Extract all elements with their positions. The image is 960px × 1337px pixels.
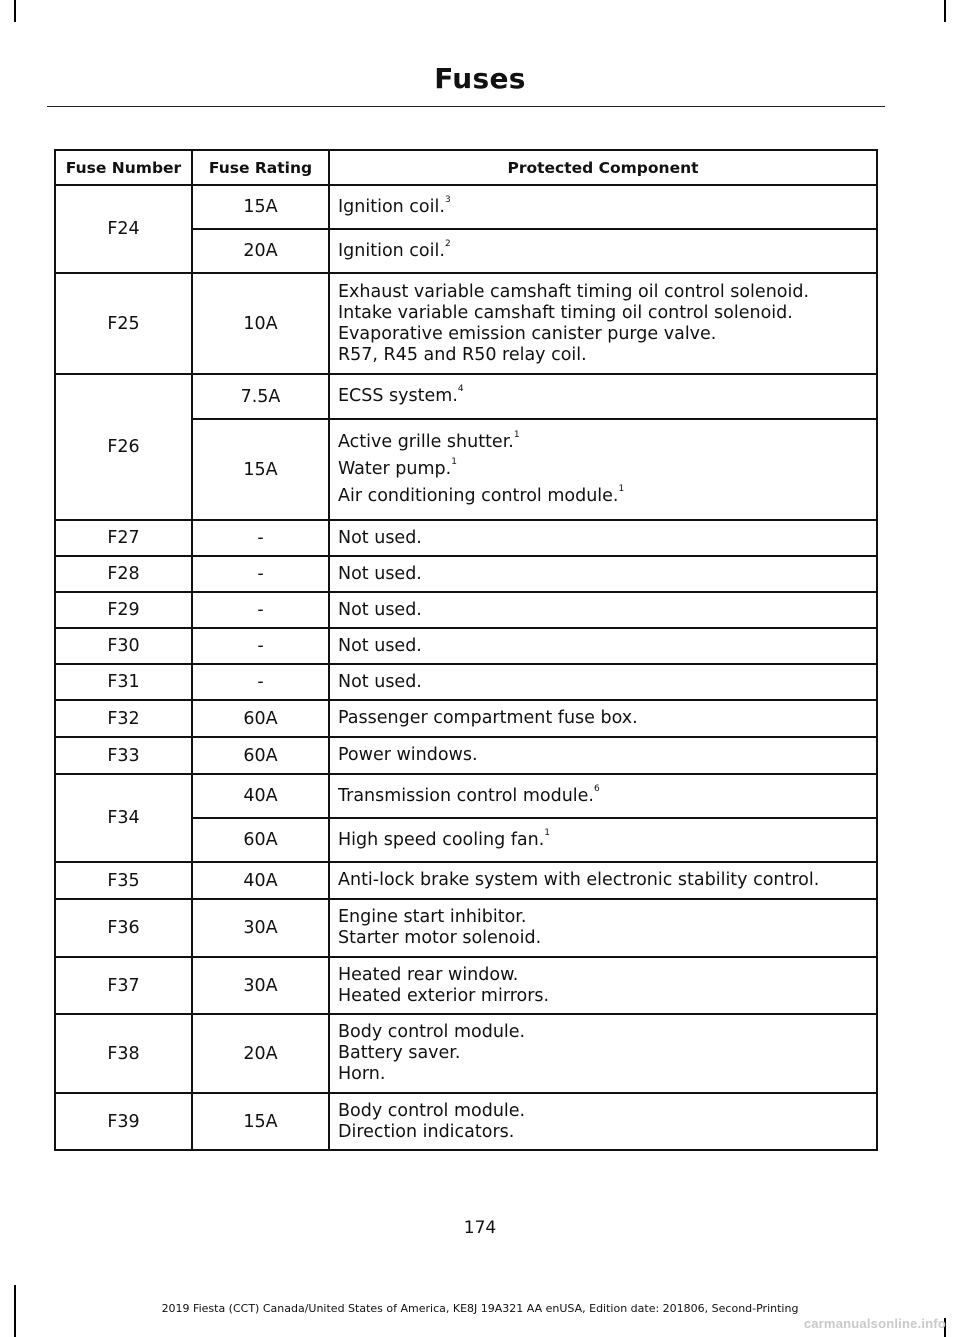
fuse-rating-cell: 60A — [192, 700, 329, 737]
fuse-rating-cell: 40A — [192, 774, 329, 818]
component-text: Ignition coil. — [338, 196, 445, 217]
protected-component-cell — [329, 737, 877, 774]
component-text: Power windows. — [338, 745, 478, 765]
table-row — [55, 700, 877, 737]
fuse-rating-cell: 30A — [192, 899, 329, 957]
fuse-table-header — [55, 150, 877, 185]
component-text: Heated rear window. — [338, 964, 519, 985]
component-line — [338, 303, 868, 324]
component-text: Not used. — [338, 527, 422, 548]
fuse-rating-cell: 30A — [192, 957, 329, 1014]
component-text: Transmission control module. — [338, 785, 594, 806]
component-text: Battery saver. — [338, 1043, 461, 1063]
component-line — [338, 432, 868, 453]
component-text: Anti-lock brake system with electronic stability control. — [338, 870, 820, 890]
component-text: Evaporative emission canister purge valve. — [338, 323, 717, 344]
header-fuse-number: Fuse Number — [55, 150, 192, 185]
component-text: Intake variable camshaft timing oil control solenoid. — [338, 302, 793, 323]
component-line — [338, 600, 868, 621]
component-line — [338, 345, 868, 366]
component-line — [338, 636, 868, 657]
fuse-number-cell: F38 — [55, 1014, 192, 1093]
fuse-number-cell: F31 — [55, 664, 192, 700]
component-line — [338, 486, 868, 507]
table-row — [55, 774, 877, 818]
fuse-number-cell: F35 — [55, 862, 192, 899]
fuse-number-cell: F33 — [55, 737, 192, 774]
component-text: Not used. — [338, 635, 422, 656]
fuse-rating-cell: - — [192, 664, 329, 700]
fuse-rating-cell: - — [192, 520, 329, 556]
table-row — [55, 664, 877, 700]
header-protected-component: Protected Component — [329, 150, 877, 185]
fuse-rating-cell: - — [192, 556, 329, 592]
protected-component-cell — [329, 899, 877, 957]
component-text: Water pump. — [338, 459, 452, 479]
protected-component-cell — [329, 628, 877, 664]
protected-component-cell — [329, 273, 877, 374]
table-row — [55, 1014, 877, 1093]
footnote-marker: 3 — [444, 194, 451, 205]
component-line — [338, 827, 868, 851]
component-text: Body control module. — [338, 1100, 526, 1121]
fuse-rating-cell: - — [192, 592, 329, 628]
fuse-rating-cell: 7.5A — [192, 374, 329, 419]
footnote-marker: 4 — [457, 384, 464, 394]
footnote-marker: 1 — [544, 827, 551, 838]
component-line — [338, 324, 868, 345]
component-text: Exhaust variable camshaft timing oil control solenoid. — [338, 281, 810, 302]
component-text: Horn. — [338, 1064, 386, 1084]
component-line — [338, 1064, 868, 1085]
table-row — [55, 520, 877, 556]
component-text: Active grille shutter. — [338, 432, 514, 452]
fuse-number-cell: F27 — [55, 520, 192, 556]
component-line — [338, 870, 868, 891]
fuse-number-cell: F24 — [55, 185, 192, 273]
component-line — [338, 783, 868, 807]
table-row — [55, 374, 877, 419]
fuse-number-cell: F36 — [55, 899, 192, 957]
protected-component-cell — [329, 957, 877, 1014]
component-text: Not used. — [338, 599, 422, 620]
footer-edition-info: 2019 Fiesta (CCT) Canada/United States of America, KE8J 19A321 AA enUSA, Edition date: 201806, Second-Printing — [161, 1302, 799, 1315]
component-line — [338, 928, 868, 949]
component-line — [338, 745, 868, 766]
footnote-marker: 1 — [513, 430, 520, 440]
table-row — [55, 556, 877, 592]
component-text: Air conditioning control module. — [338, 486, 619, 506]
component-line — [338, 907, 868, 928]
protected-component-cell — [329, 374, 877, 419]
footnote-marker: 2 — [444, 238, 451, 249]
fuse-rating-cell: - — [192, 628, 329, 664]
footnote-marker: 6 — [593, 783, 600, 794]
component-text: Body control module. — [338, 1022, 526, 1042]
protected-component-cell — [329, 1014, 877, 1093]
component-text: Engine start inhibitor. — [338, 907, 527, 927]
component-line — [338, 459, 868, 480]
protected-component-cell — [329, 185, 877, 229]
fuse-rating-cell: 40A — [192, 862, 329, 899]
component-line — [338, 238, 868, 262]
component-line — [338, 1122, 868, 1143]
page-title: Fuses — [434, 62, 526, 95]
crop-mark-top-left — [14, 0, 16, 22]
protected-component-cell — [329, 1093, 877, 1150]
protected-component-cell — [329, 862, 877, 899]
fuse-rating-cell: 15A — [192, 1093, 329, 1150]
component-line — [338, 965, 868, 986]
protected-component-cell — [329, 592, 877, 628]
fuse-rating-cell: 10A — [192, 273, 329, 374]
fuse-number-cell: F32 — [55, 700, 192, 737]
fuse-rating-cell: 20A — [192, 229, 329, 273]
fuse-number-cell: F25 — [55, 273, 192, 374]
fuse-rating-cell: 60A — [192, 737, 329, 774]
fuse-rating-cell: 15A — [192, 185, 329, 229]
table-row — [55, 957, 877, 1014]
fuse-table-body — [55, 185, 877, 1150]
component-line — [338, 672, 868, 693]
component-line — [338, 986, 868, 1007]
table-row — [55, 737, 877, 774]
component-text: High speed cooling fan. — [338, 829, 545, 850]
footnote-marker: 1 — [451, 457, 457, 467]
fuse-rating-cell: 15A — [192, 419, 329, 520]
fuse-number-cell: F30 — [55, 628, 192, 664]
component-text: Ignition coil. — [338, 240, 445, 261]
component-text: R57, R45 and R50 relay coil. — [338, 344, 587, 365]
header-fuse-rating: Fuse Rating — [192, 150, 329, 185]
component-text: Not used. — [338, 671, 422, 692]
fuse-number-cell: F34 — [55, 774, 192, 862]
fuse-number-cell: F39 — [55, 1093, 192, 1150]
crop-mark-top-right — [944, 0, 946, 22]
table-row — [55, 1093, 877, 1150]
component-line — [338, 564, 868, 585]
component-text: Not used. — [338, 563, 422, 584]
component-line — [338, 1043, 868, 1064]
protected-component-cell — [329, 774, 877, 818]
fuse-number-cell: F26 — [55, 374, 192, 520]
fuse-number-cell: F28 — [55, 556, 192, 592]
fuse-rating-cell: 20A — [192, 1014, 329, 1093]
component-line — [338, 1101, 868, 1122]
fuse-number-cell: F29 — [55, 592, 192, 628]
component-line — [338, 194, 868, 218]
fuse-table — [54, 149, 878, 1151]
component-text: Starter motor solenoid. — [338, 928, 542, 948]
component-text: Heated exterior mirrors. — [338, 985, 550, 1006]
component-text: Passenger compartment fuse box. — [338, 708, 638, 728]
component-line — [338, 1022, 868, 1043]
table-row — [55, 273, 877, 374]
component-line — [338, 282, 868, 303]
protected-component-cell — [329, 664, 877, 700]
fuse-rating-cell: 60A — [192, 818, 329, 862]
protected-component-cell — [329, 419, 877, 520]
component-line — [338, 386, 868, 407]
table-row — [55, 185, 877, 229]
component-text: Direction indicators. — [338, 1121, 515, 1142]
watermark: carmanualsonline.info — [803, 1316, 946, 1331]
fuse-number-cell: F37 — [55, 957, 192, 1014]
protected-component-cell — [329, 700, 877, 737]
table-row — [55, 592, 877, 628]
protected-component-cell — [329, 818, 877, 862]
component-line — [338, 708, 868, 729]
protected-component-cell — [329, 556, 877, 592]
protected-component-cell — [329, 229, 877, 273]
table-row — [55, 628, 877, 664]
header-divider — [47, 106, 885, 107]
table-row — [55, 899, 877, 957]
page-number: 174 — [463, 1218, 497, 1238]
footnote-marker: 1 — [618, 484, 625, 494]
table-row — [55, 862, 877, 899]
component-line — [338, 528, 868, 549]
component-text: ECSS system. — [338, 386, 458, 406]
protected-component-cell — [329, 520, 877, 556]
